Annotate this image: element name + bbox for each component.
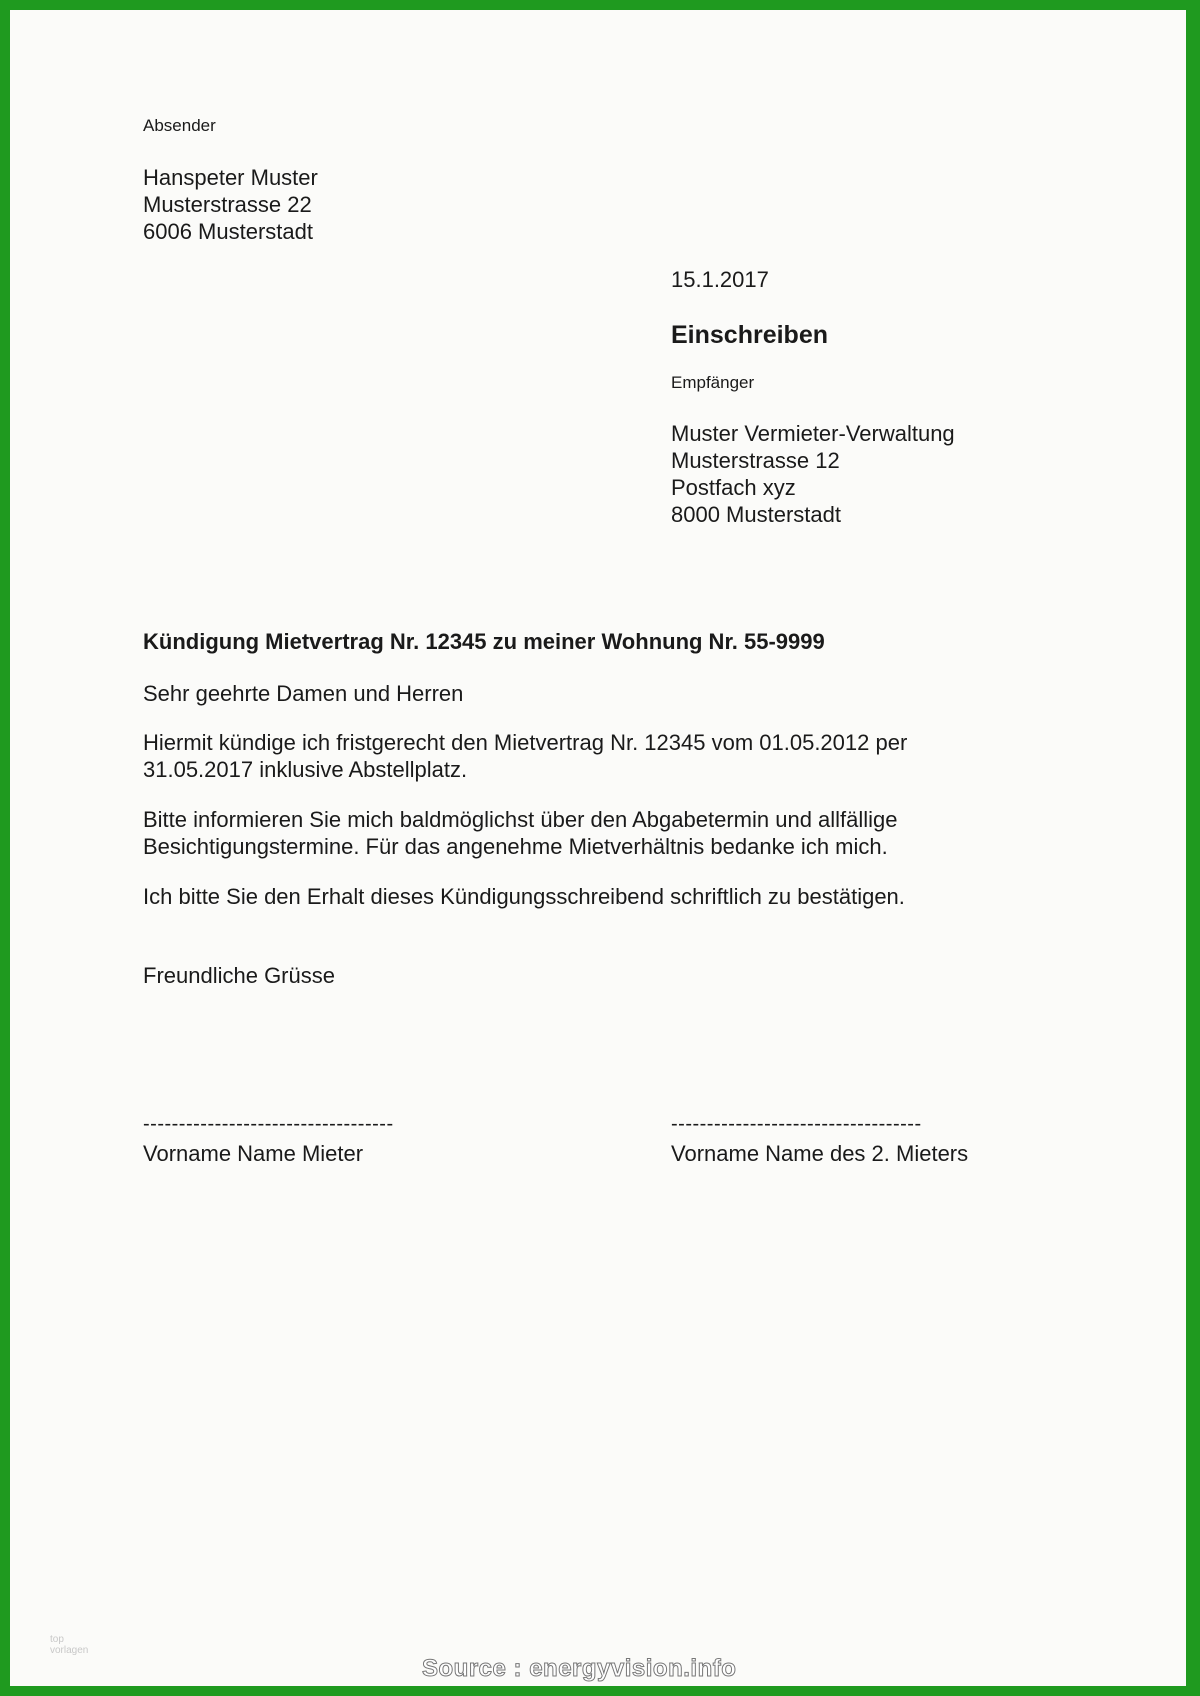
paragraph-line: Ich bitte Sie den Erhalt dieses Kündigungsschreibend schriftlich zu bestätigen.	[143, 884, 905, 909]
recipient-street: Musterstrasse 12	[671, 448, 840, 473]
source-watermark: Source : energyvision.info	[422, 1655, 737, 1682]
paragraph-line: Hiermit kündige ich fristgerecht den Mietvertrag Nr. 12345 vom 01.05.2012 per	[143, 730, 908, 755]
sender-address	[143, 164, 318, 245]
letter-subject: Kündigung Mietvertrag Nr. 12345 zu meiner Wohnung Nr. 55-9999	[143, 629, 825, 654]
sender-city: 6006 Musterstadt	[143, 219, 313, 244]
letter-page	[10, 10, 1186, 1686]
signature-name-2: Vorname Name des 2. Mieters	[671, 1141, 969, 1166]
recipient-city: 8000 Musterstadt	[671, 502, 841, 527]
signature-line-1: -----------------------------------	[143, 1113, 394, 1135]
signature-line-2: -----------------------------------	[671, 1113, 922, 1135]
recipient-name: Muster Vermieter-Verwaltung	[671, 421, 955, 446]
logo	[50, 1634, 88, 1656]
recipient-label: Empfänger	[671, 373, 755, 392]
body-paragraph	[143, 729, 907, 783]
body-paragraph	[143, 883, 905, 910]
sender-label: Absender	[143, 116, 216, 135]
letter-date: 15.1.2017	[671, 267, 769, 292]
paragraph-line: 31.05.2017 inklusive Abstellplatz.	[143, 757, 468, 782]
recipient-pobox: Postfach xyz	[671, 475, 796, 500]
paragraph-line: Bitte informieren Sie mich baldmöglichst über den Abgabetermin und allfällige	[143, 807, 898, 832]
closing: Freundliche Grüsse	[143, 963, 335, 988]
salutation: Sehr geehrte Damen und Herren	[143, 681, 464, 706]
body-paragraph	[143, 806, 898, 860]
delivery-type: Einschreiben	[671, 321, 828, 349]
sender-name: Hanspeter Muster	[143, 165, 318, 190]
logo-text-top: top	[50, 1634, 64, 1645]
sender-street: Musterstrasse 22	[143, 192, 312, 217]
logo-text-bottom: vorlagen	[50, 1645, 89, 1656]
signature-name-1: Vorname Name Mieter	[143, 1141, 364, 1166]
paragraph-line: Besichtigungstermine. Für das angenehme Mietverhältnis bedanke ich mich.	[143, 834, 888, 859]
recipient-address	[671, 420, 955, 528]
